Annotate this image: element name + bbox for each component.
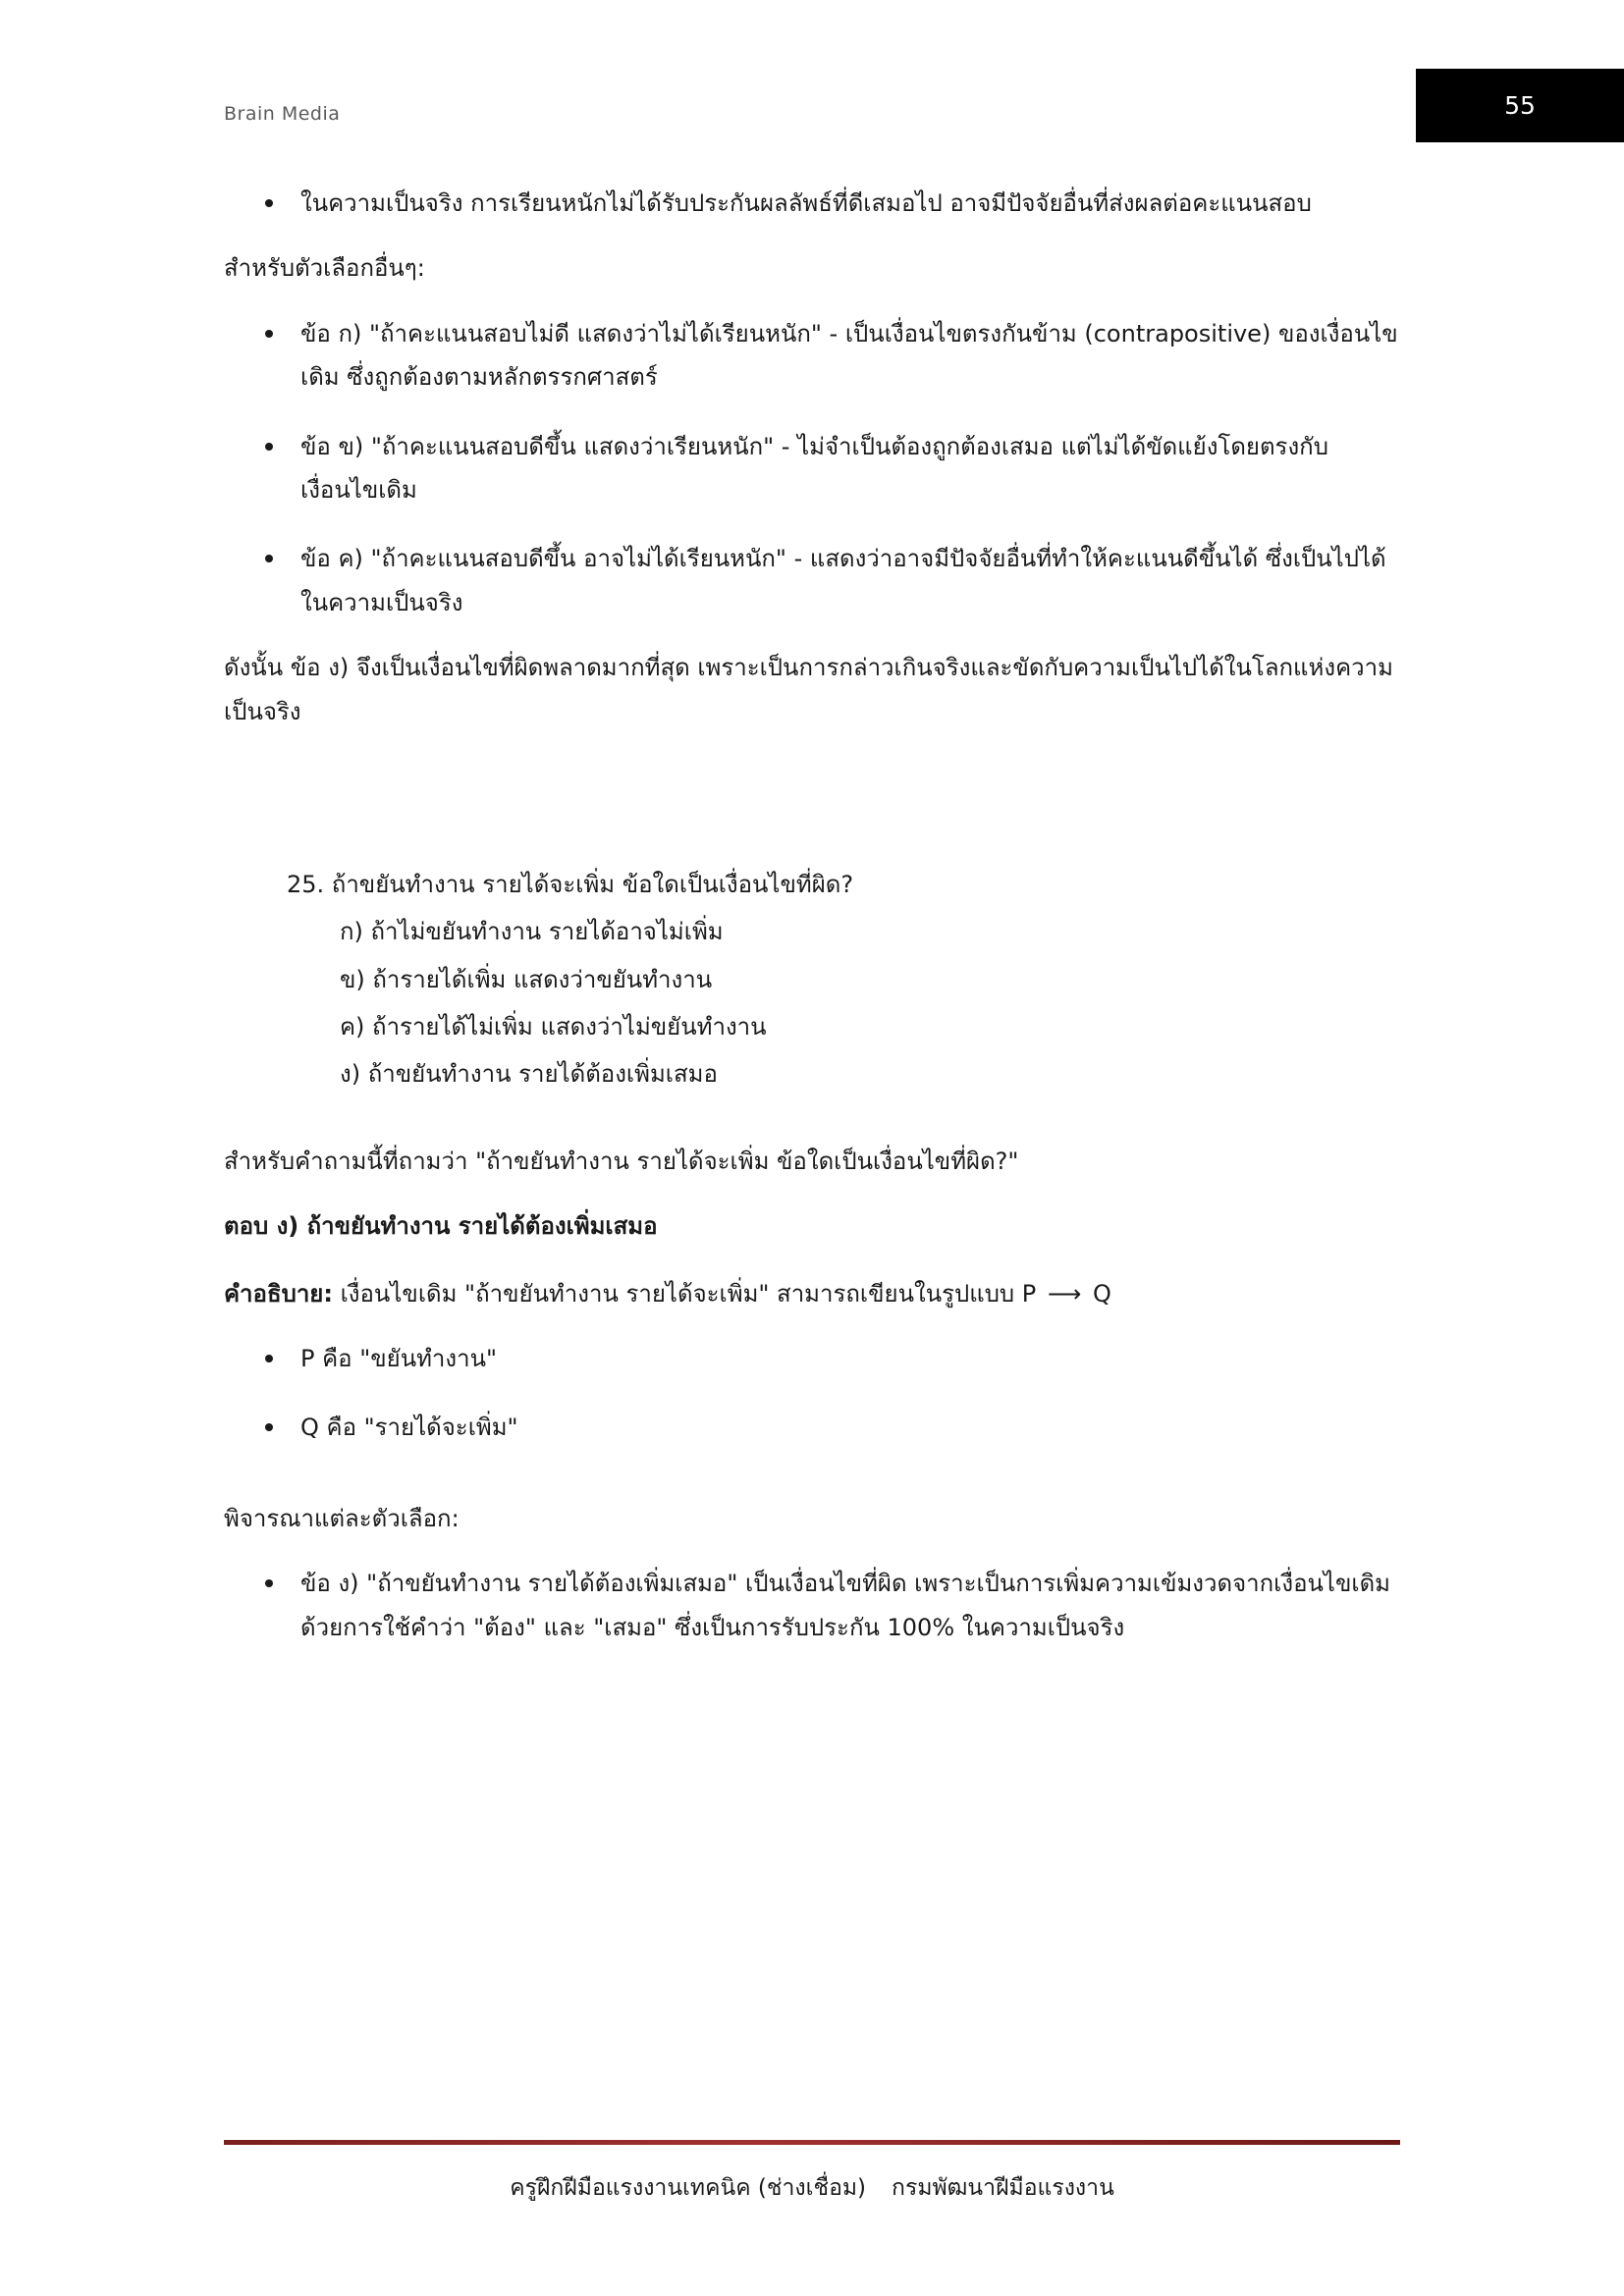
footer-divider — [224, 2140, 1400, 2145]
page-footer — [224, 2140, 1400, 2206]
question-block-25 — [287, 863, 1402, 1096]
implication-arrow-icon: ⟶ — [1047, 1279, 1082, 1308]
footer-left-text: ครูฝึกฝีมือแรงงานเทคนิค (ช่างเชื่อม) — [510, 2175, 867, 2201]
bullet-list-pq-definitions — [224, 1337, 1402, 1450]
page-number-value: 55 — [1504, 91, 1536, 120]
explanation-paragraph — [224, 1272, 1402, 1315]
answer-line: ตอบ ง) ถ้าขยันทำงาน รายได้ต้องเพิ่มเสมอ — [224, 1212, 658, 1241]
footer-text — [224, 2170, 1400, 2206]
paragraph-options-intro: สำหรับตัวเลือกอื่นๆ: — [224, 254, 425, 283]
section-spacer — [224, 1100, 1402, 1140]
paragraph-conclusion: ดังนั้น ข้อ ง) จึงเป็นเงื่อนไขที่ผิดพลาดมากที่สุด เพราะเป็นการกล่าวเกินจริงและขัดกับความเป็นไปได้ในโลกแห่งความเป็นจริง — [224, 654, 1393, 725]
list-item-text: ข้อ ก) "ถ้าคะแนนสอบไม่ดี แสดงว่าไม่ได้เรียนหนัก" - เป็นเงื่อนไขตรงกันข้าม (contrapositive) ของเงื่อนไขเดิม ซึ่งถูกต้องตามหลักตรรกศาสตร์ — [300, 319, 1398, 392]
explanation-text: เงื่อนไขเดิม "ถ้าขยันทำงาน รายได้จะเพิ่ม" สามารถเขียนในรูปแบบ P — [332, 1279, 1044, 1308]
bullet-dot-icon — [265, 443, 273, 451]
section-spacer — [224, 755, 1402, 863]
page-number-badge — [1416, 69, 1624, 142]
bullet-dot-icon — [265, 199, 273, 207]
list-item — [224, 1562, 1402, 1649]
bullet-list-other-options — [224, 312, 1402, 624]
choice-ngo: ง) ถ้าขยันทำงาน รายได้ต้องเพิ่มเสมอ — [340, 1060, 718, 1089]
list-item-text: ข้อ ง) "ถ้าขยันทำงาน รายได้ต้องเพิ่มเสมอ" เป็นเงื่อนไขที่ผิด เพราะเป็นการเพิ่มความเข้มงวดจากเงื่อนไขเดิมด้วยการใช้คำว่า "ต้อง" และ "เสมอ" ซึ่งเป็นการรับประกัน 100% ในความเป็นจริง — [300, 1570, 1390, 1641]
list-item — [224, 1337, 1402, 1380]
list-item-text: P คือ "ขยันทำงาน" — [300, 1345, 498, 1373]
choice-kho: ข) ถ้ารายได้เพิ่ม แสดงว่าขยันทำงาน — [340, 965, 713, 993]
bullet-dot-icon — [265, 1423, 273, 1431]
page-header — [0, 0, 1624, 157]
bullet-list-choice-analysis — [224, 1562, 1402, 1649]
footer-right-text: กรมพัฒนาฝีมือแรงงาน — [892, 2175, 1114, 2201]
bullet-dot-icon — [265, 1579, 273, 1587]
question-stem: 25. ถ้าขยันทำงาน รายได้จะเพิ่ม ข้อใดเป็นเงื่อนไขที่ผิด? — [287, 870, 854, 898]
paragraph-question-restate: สำหรับคำถามนี้ที่ถามว่า "ถ้าขยันทำงาน รายได้จะเพิ่ม ข้อใดเป็นเงื่อนไขที่ผิด?" — [224, 1147, 1019, 1175]
bullet-list-reality — [224, 182, 1402, 225]
explanation-text-end: Q — [1085, 1279, 1111, 1308]
bullet-dot-icon — [265, 1355, 273, 1362]
paragraph-consider: พิจารณาแต่ละตัวเลือก: — [224, 1504, 460, 1532]
page-content — [224, 182, 1402, 1671]
list-item-text: ข้อ ค) "ถ้าคะแนนสอบดีขึ้น อาจไม่ได้เรียนหนัก" - แสดงว่าอาจมีปัจจัยอื่นที่ทำให้คะแนนดีขึ้นได้ ซึ่งเป็นไปได้ในความเป็นจริง — [300, 545, 1386, 616]
bullet-dot-icon — [265, 330, 273, 338]
list-item — [224, 312, 1402, 400]
list-item — [224, 1406, 1402, 1449]
explanation-label: คำอธิบาย: — [224, 1279, 333, 1308]
choice-ko: ก) ถ้าไม่ขยันทำงาน รายได้อาจไม่เพิ่ม — [340, 918, 724, 946]
list-item-text: Q คือ "รายได้จะเพิ่ม" — [300, 1414, 518, 1442]
section-spacer — [224, 1471, 1402, 1497]
list-item-text: ข้อ ข) "ถ้าคะแนนสอบดีขึ้น แสดงว่าเรียนหนัก" - ไม่จำเป็นต้องถูกต้องเสมอ แต่ไม่ได้ขัดแย้งโดยตรงกับเงื่อนไขเดิม — [300, 432, 1328, 504]
list-item — [224, 182, 1402, 225]
choice-kho2: ค) ถ้ารายได้ไม่เพิ่ม แสดงว่าไม่ขยันทำงาน — [340, 1013, 767, 1041]
list-item — [224, 537, 1402, 624]
list-item — [224, 425, 1402, 512]
list-item-text: ในความเป็นจริง การเรียนหนักไม่ได้รับประกันผลลัพธ์ที่ดีเสมอไป อาจมีปัจจัยอื่นที่ส่งผลต่อคะแนนสอบ — [300, 189, 1312, 217]
brand-label: Brain Media — [224, 103, 341, 125]
bullet-dot-icon — [265, 555, 273, 562]
